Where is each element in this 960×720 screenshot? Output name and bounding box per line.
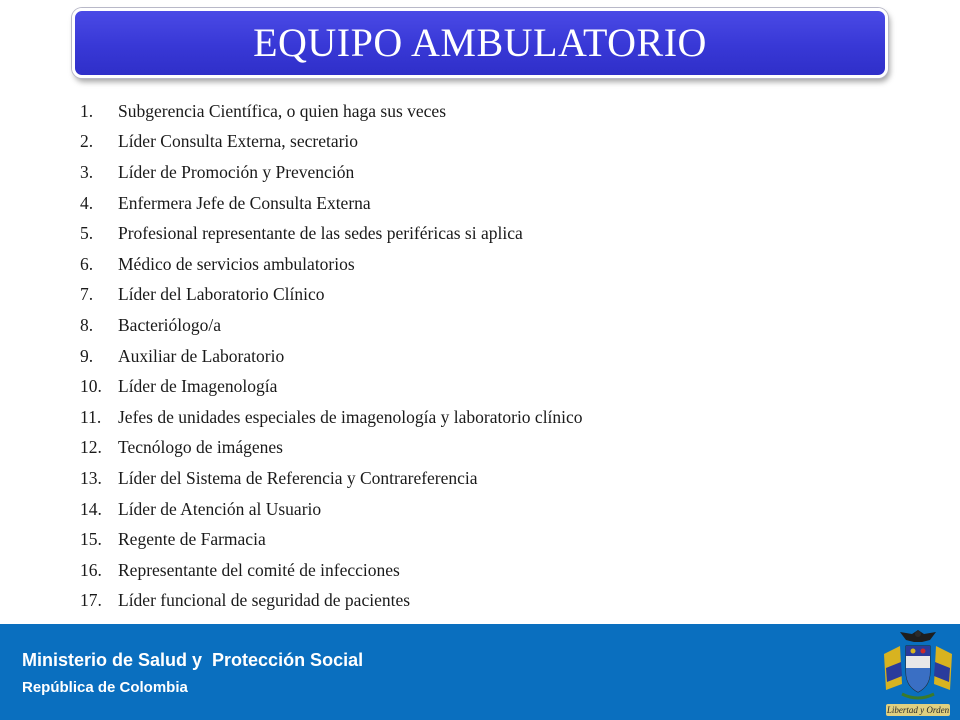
team-member-item (80, 157, 583, 188)
item-text: Auxiliar de Laboratorio (118, 345, 285, 366)
team-member-item (80, 218, 583, 249)
item-number: 1. (80, 100, 94, 121)
item-number: 9. (80, 345, 94, 366)
item-text: Representante del comité de infecciones (118, 559, 400, 580)
team-member-item (80, 555, 583, 586)
item-text: Líder funcional de seguridad de pacientes (118, 590, 411, 611)
item-text: Líder del Laboratorio Clínico (118, 284, 325, 305)
team-member-item (80, 371, 583, 402)
item-text: Bacteriólogo/a (118, 314, 222, 335)
item-text: Regente de Farmacia (118, 529, 266, 550)
item-number: 13. (80, 467, 102, 488)
item-text: Líder de Promoción y Prevención (118, 161, 355, 182)
team-member-item (80, 494, 583, 525)
crest-motto: Libertad y Orden (886, 705, 950, 715)
team-member-item (80, 433, 583, 464)
item-text: Médico de servicios ambulatorios (118, 253, 355, 274)
team-member-item (80, 127, 583, 158)
item-text: Jefes de unidades especiales de imagenología y laboratorio clínico (118, 406, 583, 427)
team-member-item (80, 524, 583, 555)
item-number: 2. (80, 131, 94, 152)
footer-bar (0, 624, 960, 720)
item-number: 5. (80, 223, 94, 244)
team-member-item (80, 280, 583, 311)
item-text: Subgerencia Científica, o quien haga sus veces (118, 100, 447, 121)
item-number: 8. (80, 314, 94, 335)
item-number: 3. (80, 161, 94, 182)
item-number: 10. (80, 376, 102, 397)
item-number: 12. (80, 437, 102, 458)
item-text: Líder del Sistema de Referencia y Contrareferencia (118, 467, 478, 488)
slide-title: EQUIPO AMBULATORIO (253, 20, 707, 65)
item-number: 15. (80, 529, 102, 550)
item-number: 16. (80, 559, 102, 580)
item-number: 6. (80, 253, 94, 274)
team-member-item (80, 96, 583, 127)
team-member-item (80, 341, 583, 372)
item-number: 7. (80, 284, 94, 305)
country-name: República de Colombia (22, 679, 188, 696)
team-member-item (80, 402, 583, 433)
item-number: 11. (80, 406, 102, 427)
item-text: Enfermera Jefe de Consulta Externa (118, 192, 371, 213)
team-member-item (80, 188, 583, 219)
item-text: Tecnólogo de imágenes (118, 437, 283, 458)
title-banner (72, 8, 888, 78)
team-member-item (80, 463, 583, 494)
team-member-item (80, 586, 583, 617)
item-text: Líder de Imagenología (118, 376, 278, 397)
item-text: Profesional representante de las sedes periféricas si aplica (118, 223, 523, 244)
item-number: 4. (80, 192, 94, 213)
team-member-item (80, 310, 583, 341)
item-number: 14. (80, 498, 102, 519)
item-text: Líder de Atención al Usuario (118, 498, 322, 519)
item-text: Líder Consulta Externa, secretario (118, 131, 359, 152)
item-number: 17. (80, 590, 102, 611)
ministry-name: Ministerio de Salud y Protección Social (22, 650, 364, 670)
team-member-item (80, 249, 583, 280)
team-member-list (80, 96, 583, 647)
